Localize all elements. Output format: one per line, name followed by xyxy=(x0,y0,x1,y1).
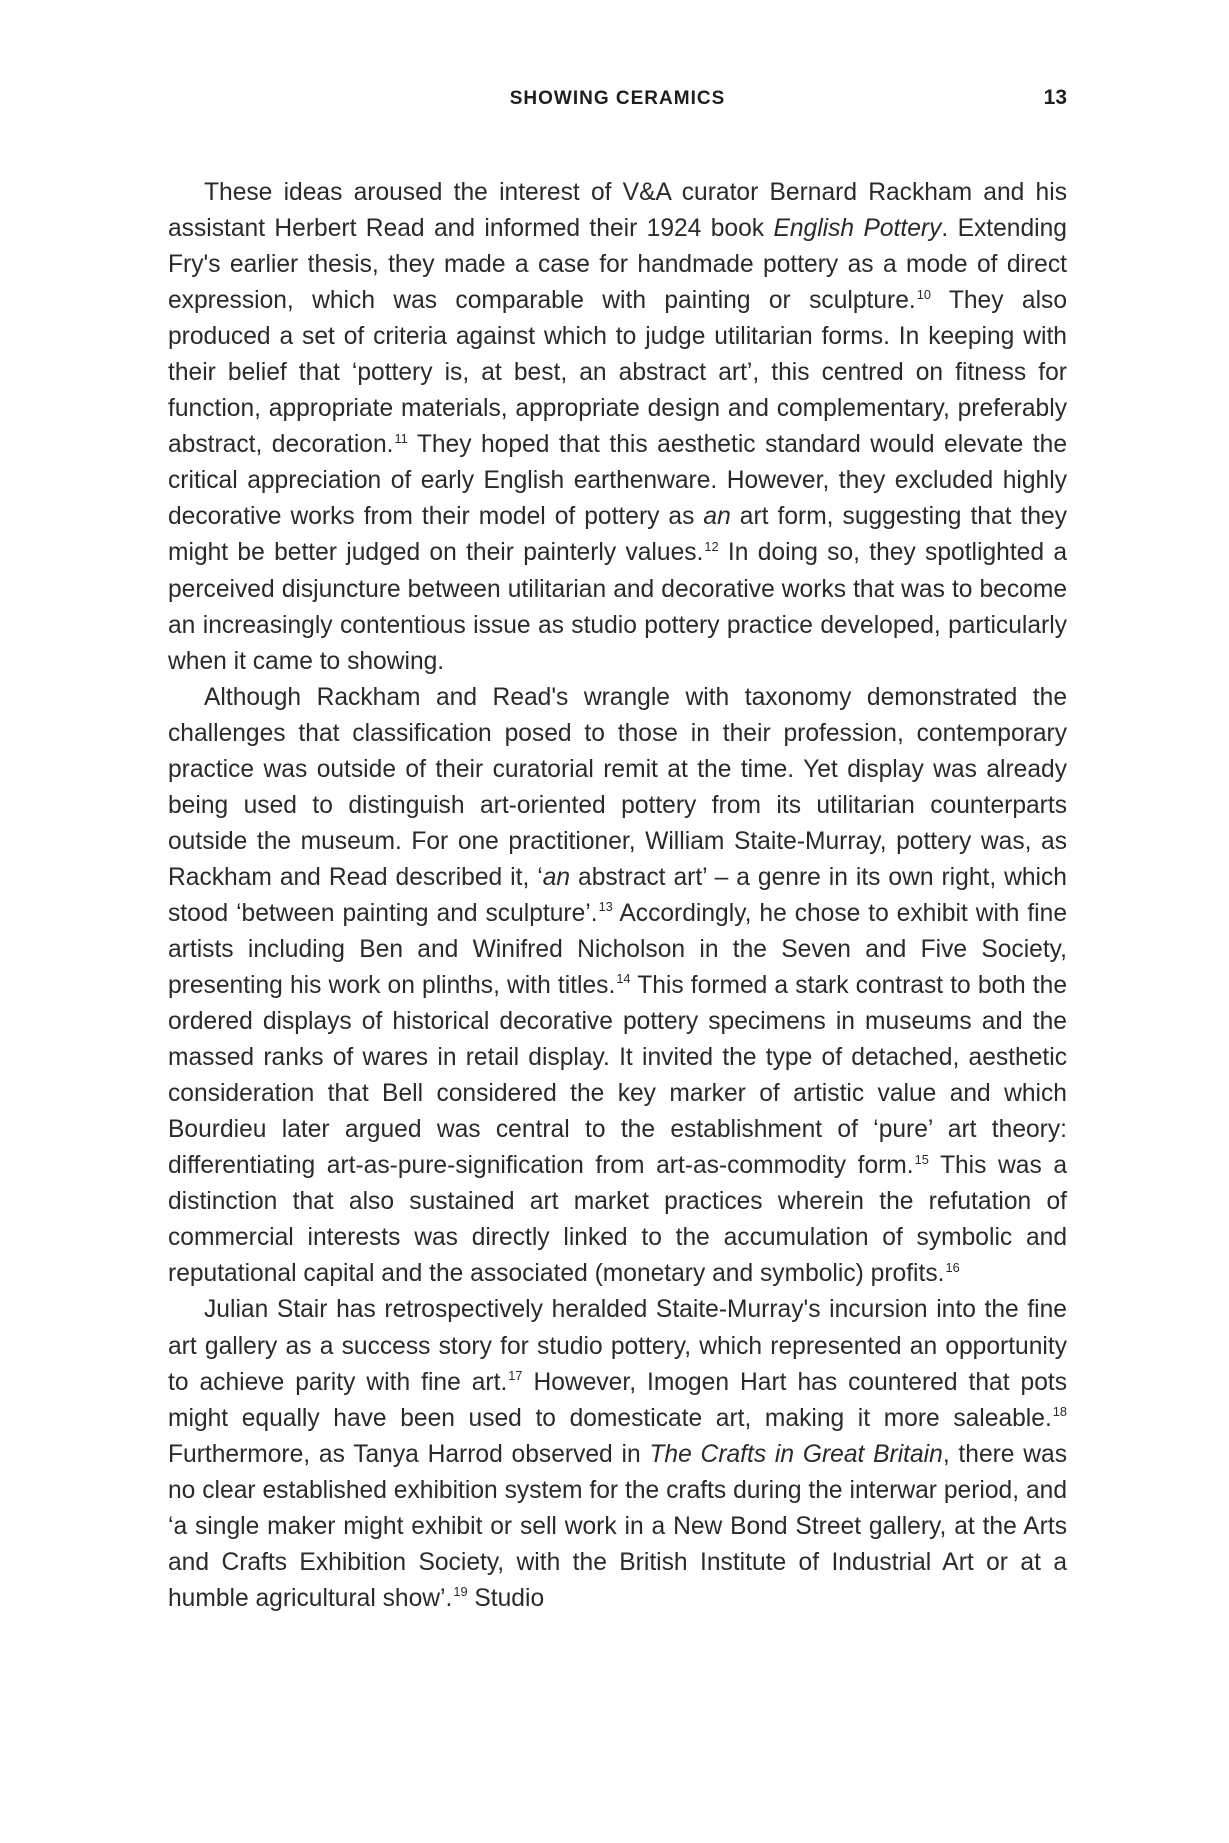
footnote-ref-18: 18 xyxy=(1052,1404,1067,1419)
text-run: abstract art’ – a genre in its own right, which stood ‘between painting and sculpture’. xyxy=(168,863,1067,927)
text-run: . Extending Fry's earlier thesis, they made a case for handmade pottery as a mode of direct expression, which was comparable with painting or sculpture. xyxy=(168,215,1067,315)
footnote-ref-10: 10 xyxy=(916,286,931,302)
book-title: The Crafts in Great Britain xyxy=(649,1440,943,1468)
footnote-ref-14: 14 xyxy=(616,971,631,987)
text-run: Julian Stair has retrospectively heralded Staite-Murray's incursion into the fine art gallery as a success story for studio pottery, which represented an opportunity to achieve parity with fine art. xyxy=(168,1296,1067,1396)
emphasis: an xyxy=(703,503,731,531)
text-run: This was a distinction that also sustained art market practices wherein the refutation of commercial interests was directly linked to the accumulation of symbolic and reputational capital and the associated (monetary and symbolic) profits. xyxy=(168,1152,1067,1288)
paragraph-1 xyxy=(168,175,1067,680)
text-run: Although Rackham and Read's wrangle with taxonomy demonstrated the challenges that classification posed to those in their profession, contemporary practice was outside of their curatorial remit at the time. Yet display was already being used to distinguish art-oriented pottery from its utilitarian counterparts outside the museum. For one practitioner, William Staite-Murray, pottery was, as Rackham and Read described it, ‘ xyxy=(168,683,1067,891)
footnote-ref-15: 15 xyxy=(914,1151,929,1167)
running-head: SHOWING CERAMICS xyxy=(509,88,726,109)
text-run: However, Imogen Hart has countered that pots might equally have been used to domesticate art, making it more saleable. xyxy=(168,1368,1067,1432)
paragraph-2 xyxy=(168,680,1067,1293)
text-run: , there was no clear established exhibition system for the crafts during the interwar period, and ‘a single maker might exhibit or sell work in a New Bond Street gallery, at the Arts and Crafts Exhibition Society, with the British Institute of Industrial Art or at a humble agricultural show’. xyxy=(168,1440,1067,1612)
footnote-ref-12: 12 xyxy=(704,538,719,554)
page-header xyxy=(168,88,1067,120)
text-run: They hoped that this aesthetic standard would elevate the critical appreciation of early English earthenware. However, they excluded highly decorative works from their model of pottery as xyxy=(168,431,1067,531)
paragraph-3 xyxy=(168,1292,1067,1616)
emphasis: an xyxy=(542,863,571,891)
footnote-ref-19: 19 xyxy=(453,1584,468,1600)
text-run: art form, suggesting that they might be better judged on their painterly values. xyxy=(168,503,1067,567)
text-run: Studio xyxy=(467,1584,545,1612)
page-number: 13 xyxy=(1043,86,1067,109)
text-run: Furthermore, as Tanya Harrod observed in xyxy=(168,1440,650,1468)
text-run: These ideas aroused the interest of V&A curator Bernard Rackham and his assistant Herbert Read and informed their 1924 book xyxy=(168,179,1067,243)
body-text xyxy=(168,175,1067,1617)
footnote-ref-16: 16 xyxy=(945,1259,960,1275)
footnote-ref-11: 11 xyxy=(394,430,408,446)
text-run: Accordingly, he chose to exhibit with fine artists including Ben and Winifred Nicholson in the Seven and Five Society, presenting his work on plinths, with titles. xyxy=(168,899,1068,1000)
footnote-ref-13: 13 xyxy=(598,899,613,915)
footnote-ref-17: 17 xyxy=(508,1367,523,1383)
text-run: They also produced a set of criteria against which to judge utilitarian forms. In keeping with their belief that ‘pottery is, at best, an abstract art’, this centred on fitness for function, appropriate materials, appropriate design and complementary, preferably abstract, decoration. xyxy=(168,287,1068,459)
text-run: In doing so, they spotlighted a perceived disjuncture between utilitarian and decorative works that was to become an increasingly contentious issue as studio pottery practice developed, particularly when it came to showing. xyxy=(168,539,1067,675)
text-run: This formed a stark contrast to both the ordered displays of historical decorative pottery specimens in museums and the massed ranks of wares in retail display. It invited the type of detached, aesthetic consideration that Bell considered the key marker of artistic value and which Bourdieu later argued was central to the establishment of ‘pure’ art theory: differentiating art-as-pure-signification from art-as-commodity form. xyxy=(168,972,1067,1180)
book-title: English Pottery xyxy=(773,215,942,243)
